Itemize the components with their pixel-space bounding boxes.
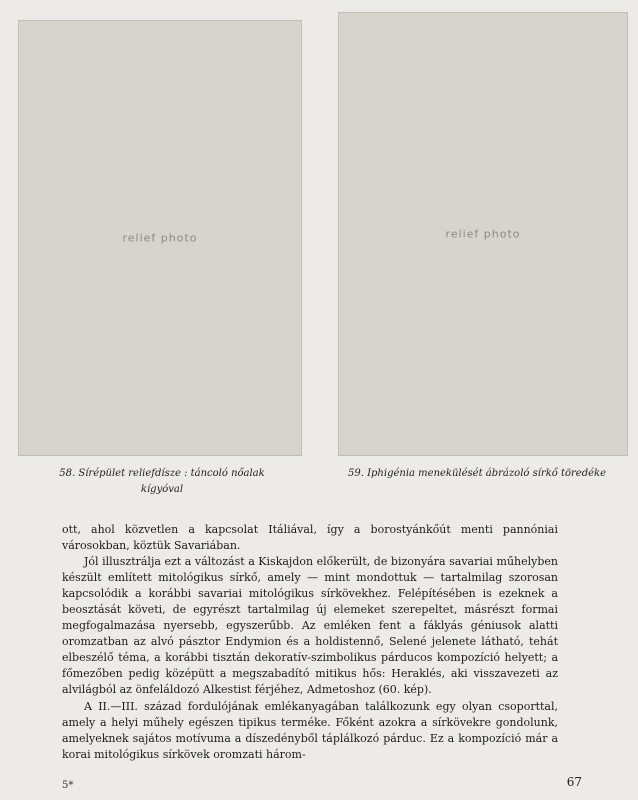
figure-59-photo (338, 12, 628, 456)
figure-58-photo-label: relief photo (122, 231, 198, 245)
body-paragraph: Jól illusztrálja ezt a változást a Kiskajdon előkerült, de bizonyára savariai műhelyben készült említett mitológikus sírkő, amely — mint mondottuk — tartalmilag szorosan kapcsolódik a korábbi savariai mitológikus sírkövekhez. Felépítésében is ezeknek a beosztását követi, de egyrészt tartalmilag új elemeket szerepeltet, másrészt formai megfogalmazása nyersebb, egyszerűbb. Az emléken fent a fáklyás géniusok alatti oromzatban az alvó pásztor Endymion és a holdistennő, Selené jelenete látható, tehát elbeszélő téma, a korábbi tisztán dekoratív-szimbolikus párducos kompozíció helyett; a főmezőben pedig középütt a megszabadító mitikus hős: Heraklés, aki visszavezeti az alvilágból az önfeláldozó Alkestist férjéhez, Admetoshoz (60. kép). (62, 555, 558, 697)
body-text (62, 522, 558, 763)
body-paragraph: ott, ahol közvetlen a kapcsolat Itáliával, így a borostyánkőút menti pannóniai városokban, köztük Savariában. (62, 523, 558, 553)
body-paragraph: A II.—III. század fordulójának emlékanyagában találkozunk egy olyan csoporttal, amely a helyi műhely egészen tipikus terméke. Főként azokra a sírkövekre gondolunk, amelyeknek sajátos motívuma a díszedényből táplálkozó párduc. Ez a kompozíció már a korai mitológikus sírkövek oromzati három- (62, 699, 558, 761)
figure-58-caption: 58. Sírépület reliefdísze : táncoló nőalak kígyóval (59, 468, 265, 495)
figure-59-caption: 59. Iphigénia menekülését ábrázoló sírkő töredéke (348, 468, 606, 479)
signature-mark: 5* (62, 780, 74, 791)
figure-59-photo-label: relief photo (445, 227, 521, 241)
figure-58-photo (18, 20, 302, 456)
page-number: 67 (566, 775, 582, 789)
